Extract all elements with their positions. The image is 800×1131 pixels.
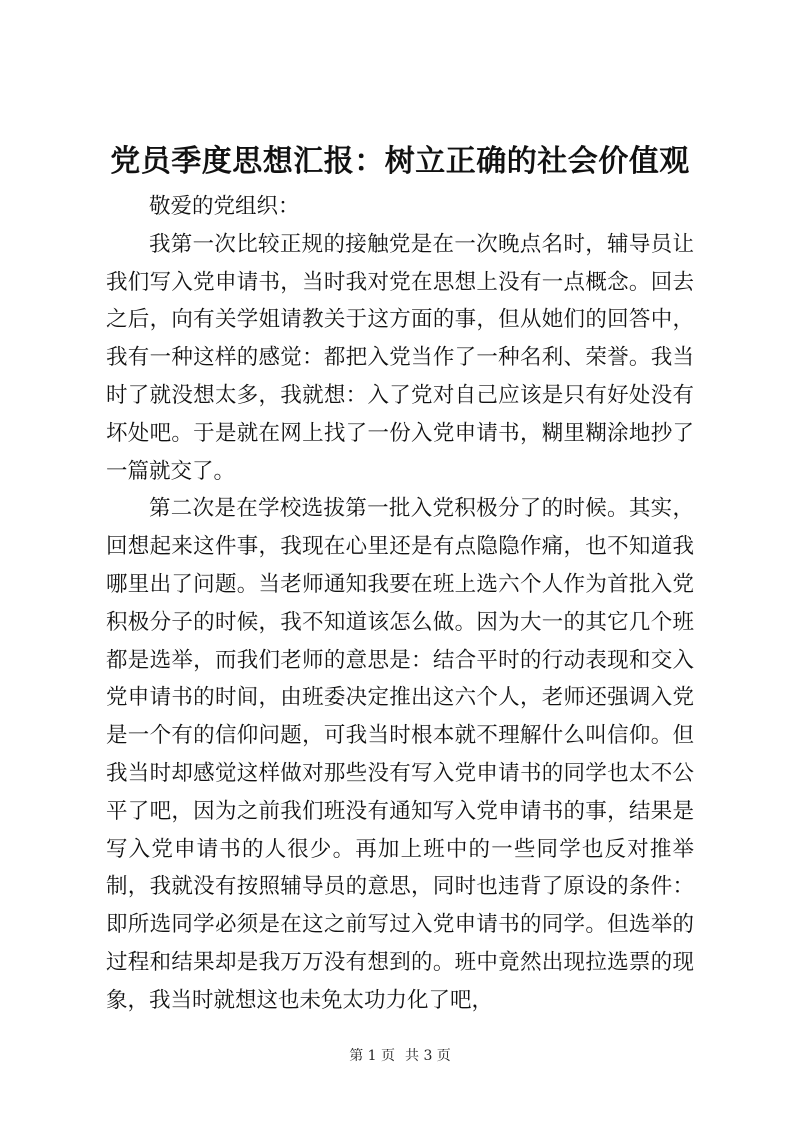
page-footer — [0, 1046, 800, 1066]
document-title: 党员季度思想汇报：树立正确的社会价值观 — [110, 144, 690, 179]
paragraph-1: 我第一次比较正规的接触党是在一次晚点名时，辅导员让我们写入党申请书，当时我对党在思想上没有一点概念。回去之后，向有关学姐请教关于这方面的事，但从她们的回答中，我有一种这样的感觉：都把入党当作了一种名利、荣誉。我当时了就没想太多，我就想：入了党对自己应该是只有好处没有坏处吧。于是就在网上找了一份入党申请书，糊里糊涂地抄了一篇就交了。 — [106, 231, 694, 484]
paragraph-2: 第二次是在学校选拔第一批入党积极分了的时候。其实，回想起来这件事，我现在心里还是有点隐隐作痛，也不知道我哪里出了问题。当老师通知我要在班上选六个人作为首批入党积极分子的时候，我不知道该怎么做。因为大一的其它几个班都是选举，而我们老师的意思是：结合平时的行动表现和交入党申请书的时间，由班委决定推出这六个人，老师还强调入党是一个有的信仰问题，可我当时根本就不理解什么叫信仰。但我当时却感觉这样做对那些没有写入党申请书的同学也太不公平了吧，因为之前我们班没有通知写入党申请书的事，结果是写入党申请书的人很少。再加上班中的一些同学也反对推举制，我就没有按照辅导员的意思，同时也违背了原设的条件：即所选同学必须是在这之前写过入党申请书的同学。但选举的过程和结果却是我万万没有想到的。班中竟然出现拉选票的现象，我当时就想这也未免太功力化了吧， — [106, 496, 694, 1013]
page-total: 共 3 页 — [405, 1048, 451, 1064]
page-number: 第 1 页 — [349, 1048, 395, 1064]
salutation: 敬爱的党组织： — [149, 194, 300, 219]
document-body — [106, 188, 694, 1020]
